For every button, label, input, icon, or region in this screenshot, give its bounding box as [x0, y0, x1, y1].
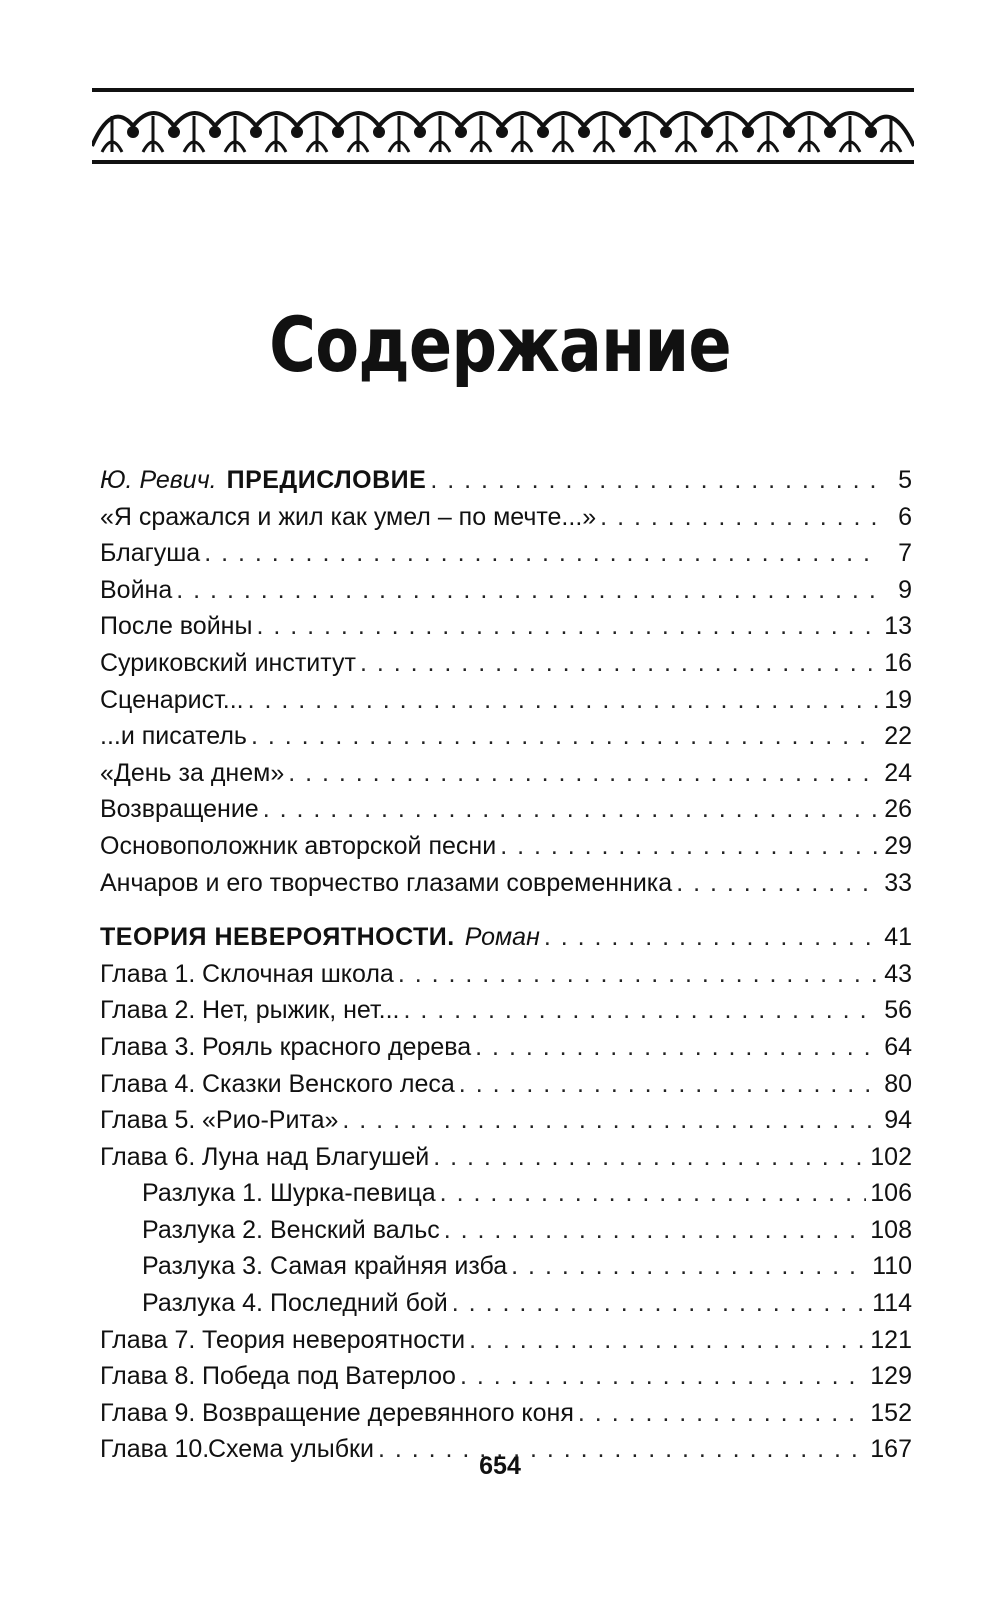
page-ref: 33: [884, 868, 912, 897]
page-ref: 64: [884, 1032, 912, 1061]
entry-title: Благуша: [100, 539, 201, 568]
dot-leader: [676, 869, 878, 898]
novel-title: ТЕОРИЯ НЕВЕРОЯТНОСТИ.: [100, 923, 455, 952]
toc-chapter[interactable]: [100, 1326, 912, 1363]
chapter-number: Глава 6.: [100, 1142, 196, 1171]
chapter-title: Победа под Ватерлоо: [202, 1362, 456, 1391]
novel-genre: Роман: [464, 923, 540, 952]
entry-title: «День за днем»: [100, 758, 285, 787]
toc-entry-novel[interactable]: [100, 923, 912, 960]
toc-entry[interactable]: [100, 649, 912, 686]
page-ref: 24: [884, 758, 912, 787]
page-ref: 26: [884, 795, 912, 824]
toc-chapter[interactable]: [100, 960, 912, 997]
page-ref: 22: [884, 722, 912, 751]
chapter-number: Глава 8.: [100, 1362, 196, 1391]
chapter-number: Глава 7.: [100, 1325, 196, 1354]
toc-parting[interactable]: [100, 1179, 912, 1216]
parting-number: Разлука 4.: [142, 1289, 263, 1318]
decorative-border-icon: [92, 86, 914, 166]
chapter-title: Схема улыбки: [208, 1435, 374, 1464]
dot-leader: [256, 612, 878, 641]
dot-leader: [600, 503, 878, 532]
page-ref: 110: [872, 1252, 912, 1281]
page-ref: 94: [884, 1106, 912, 1135]
chapter-number: Глава 2.: [100, 996, 196, 1025]
preface-title: ПРЕДИСЛОВИЕ: [226, 466, 427, 494]
page-number: 654: [479, 1452, 521, 1480]
dot-leader: [251, 722, 878, 751]
toc-entry[interactable]: [100, 503, 912, 540]
toc-entry[interactable]: [100, 722, 912, 759]
chapter-title: Возвращение деревянного коня: [202, 1398, 574, 1427]
page-ref: 102: [870, 1142, 912, 1171]
toc-entry-preface[interactable]: [100, 466, 912, 503]
chapter-number: Глава 1.: [100, 959, 196, 988]
toc-chapter[interactable]: [100, 1399, 912, 1436]
entry-title: Возвращение: [100, 795, 259, 824]
parting-title: Венский вальс: [270, 1215, 440, 1244]
page-ref: 152: [870, 1398, 912, 1427]
page-ref: 43: [884, 959, 912, 988]
dot-leader: [204, 539, 878, 568]
toc-chapter[interactable]: [100, 1143, 912, 1180]
dot-leader: [433, 1143, 866, 1172]
toc-entry[interactable]: [100, 612, 912, 649]
toc-entry[interactable]: [100, 539, 912, 576]
chapter-title: Нет, рыжик, нет...: [202, 996, 400, 1025]
toc-entry[interactable]: [100, 832, 912, 869]
dot-leader: [440, 1179, 867, 1208]
page-title: Содержание: [269, 300, 731, 389]
toc-parting[interactable]: [100, 1289, 912, 1326]
chapter-number: Глава 5.: [100, 1106, 196, 1135]
toc-parting[interactable]: [100, 1216, 912, 1253]
dot-leader: [288, 759, 878, 788]
entry-title: После войны: [100, 612, 253, 641]
toc-entry[interactable]: [100, 759, 912, 796]
parting-title: Последний бой: [270, 1289, 448, 1318]
chapter-title: Луна над Благушей: [202, 1142, 430, 1171]
chapter-number: Глава 9.: [100, 1398, 196, 1427]
page-ref: 121: [870, 1325, 912, 1354]
parting-title: Самая крайняя изба: [270, 1252, 508, 1281]
toc-entry[interactable]: [100, 576, 912, 613]
parting-number: Разлука 3.: [142, 1252, 263, 1281]
dot-leader: [475, 1033, 878, 1062]
dot-leader: [404, 996, 879, 1025]
preface-author: Ю. Ревич.: [100, 466, 217, 494]
chapter-number: Глава 3.: [100, 1032, 196, 1061]
chapter-title: Рояль красного дерева: [202, 1032, 472, 1061]
toc-chapter[interactable]: [100, 1033, 912, 1070]
page-ref: 41: [884, 923, 912, 952]
chapter-number: Глава 10.: [100, 1435, 210, 1464]
dot-leader: [176, 576, 878, 605]
page-ref: 9: [898, 575, 912, 604]
dot-leader: [444, 1216, 867, 1245]
page-ref: 6: [898, 502, 912, 531]
chapter-title: «Рио-Рита»: [202, 1106, 339, 1135]
entry-title: Суриковский институт: [100, 648, 356, 677]
dot-leader: [544, 923, 878, 952]
page-ref: 19: [884, 685, 912, 714]
chapter-title: Теория невероятности: [202, 1325, 466, 1354]
page-ref: 29: [884, 831, 912, 860]
entry-title: Основоположник авторской песни: [100, 831, 497, 860]
toc-chapter[interactable]: [100, 996, 912, 1033]
page-ref: 5: [898, 466, 912, 494]
toc-entry[interactable]: [100, 869, 912, 906]
dot-leader: [460, 1362, 866, 1391]
dot-leader: [360, 649, 878, 678]
dot-leader: [398, 960, 878, 989]
toc-chapter[interactable]: [100, 1106, 912, 1143]
toc-chapter[interactable]: [100, 1070, 912, 1107]
toc-parting[interactable]: [100, 1252, 912, 1289]
dot-leader: [430, 466, 878, 495]
page-ref: 80: [884, 1069, 912, 1098]
dot-leader: [263, 795, 878, 824]
page-ref: 7: [898, 539, 912, 568]
entry-title: Анчаров и его творчество глазами современника: [100, 868, 673, 897]
page-ref: 16: [884, 648, 912, 677]
entry-title: ...и писатель: [100, 722, 247, 751]
entry-title: Сценарист...: [100, 685, 244, 714]
entry-title: «Я сражался и жил как умел – по мечте...»: [100, 502, 597, 531]
toc-entry[interactable]: [100, 795, 912, 832]
parting-number: Разлука 2.: [142, 1215, 263, 1244]
dot-leader: [248, 686, 878, 715]
dot-leader: [459, 1070, 878, 1099]
dot-leader: [578, 1399, 866, 1428]
chapter-number: Глава 4.: [100, 1069, 196, 1098]
page-ref: 108: [870, 1215, 912, 1244]
page-ref: 13: [884, 612, 912, 641]
page-ref: 167: [870, 1435, 912, 1464]
chapter-title: Сказки Венского леса: [202, 1069, 455, 1098]
toc-chapter[interactable]: [100, 1362, 912, 1399]
dot-leader: [500, 832, 878, 861]
page-ref: 129: [870, 1362, 912, 1391]
entry-title: Война: [100, 575, 173, 604]
parting-title: Шурка-певица: [270, 1179, 436, 1208]
toc-entry[interactable]: [100, 686, 912, 723]
chapter-title: Склочная школа: [202, 959, 394, 988]
dot-leader: [452, 1289, 868, 1318]
page-ref: 106: [870, 1179, 912, 1208]
dot-leader: [342, 1106, 878, 1135]
dot-leader: [469, 1326, 866, 1355]
dot-leader: [511, 1252, 868, 1281]
page-ref: 114: [872, 1289, 912, 1318]
parting-number: Разлука 1.: [142, 1179, 263, 1208]
page-ref: 56: [884, 996, 912, 1025]
table-of-contents: [100, 466, 912, 1472]
